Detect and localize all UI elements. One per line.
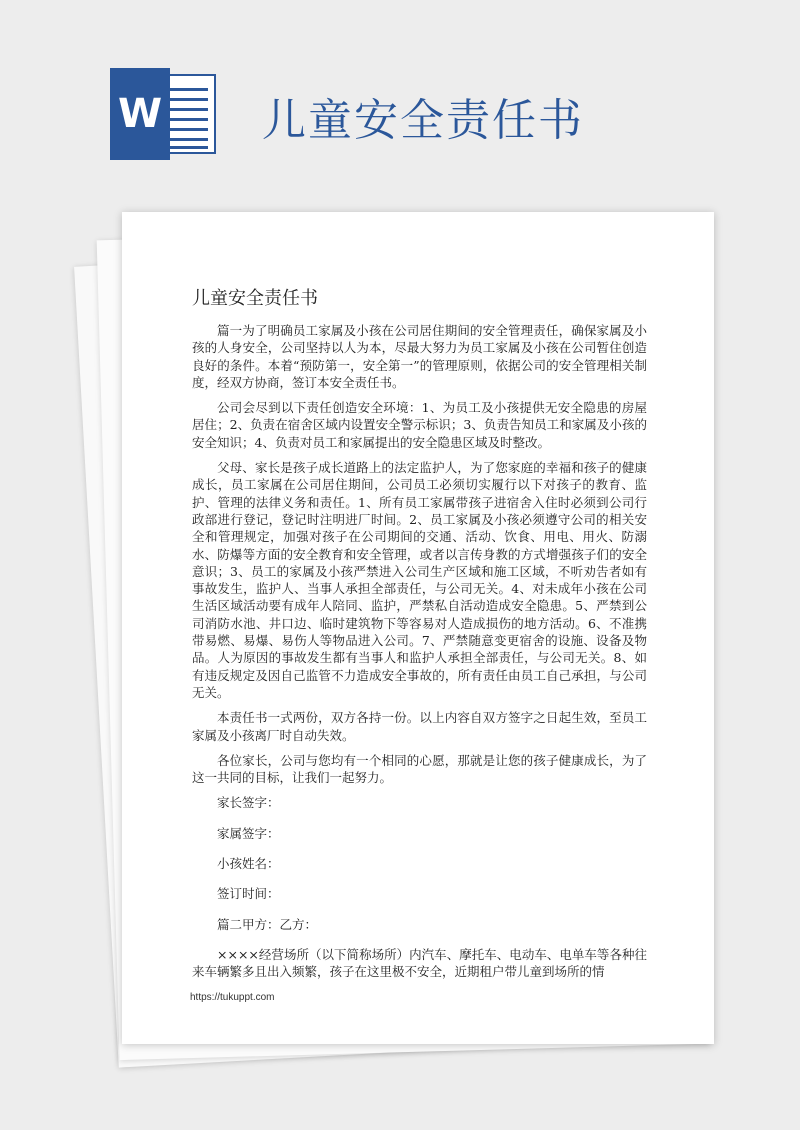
- document-body: [192, 322, 647, 989]
- signing-time-field: 签订时间：: [217, 886, 280, 902]
- document-page: [122, 212, 714, 1044]
- header-title: 儿童安全责任书: [262, 95, 584, 146]
- paragraph: ××××经营场所（以下简称场所）内汽车、摩托车、电动车、电单车等各种往来车辆繁多且出入频繁，孩子在这里极不安全，近期租户带儿童到场所的情: [192, 946, 647, 980]
- footer-url: https://tukuppt.com: [190, 992, 275, 1003]
- paragraph: 各位家长，公司与您均有一个相同的心愿，那就是让您的孩子健康成长，为了这一共同的目标，让我们一起努力。: [192, 752, 647, 786]
- parent-signature-field: 家长签字：: [217, 795, 280, 811]
- part-two-heading: 篇二甲方：乙方：: [217, 916, 318, 932]
- child-name-field: 小孩姓名：: [217, 856, 280, 872]
- word-document-icon: [110, 68, 218, 160]
- document-title: 儿童安全责任书: [192, 288, 318, 309]
- paragraph: 篇一为了明确员工家属及小孩在公司居住期间的安全管理责任，确保家属及小孩的人身安全，公司坚持以人为本，尽最大努力为员工家属及小孩在公司暂住创造良好的条件。本着“预防第一，安全第一”的管理原则，依据公司的安全管理相关制度，经双方协商，签订本安全责任书。: [192, 323, 647, 390]
- family-signature-field: 家属签字：: [217, 825, 280, 841]
- paragraph: 本责任书一式两份，双方各持一份。以上内容自双方签字之日起生效，至员工家属及小孩离厂时自动失效。: [192, 710, 647, 743]
- paragraph: 公司会尽到以下责任创造安全环境：1、为员工及小孩提供无安全隐患的房屋居住；2、负责在宿舍区域内设置安全警示标识；3、负责告知员工和家属及小孩的安全知识；4、负责对员工和家属提出的安全隐患区域及时整改。: [192, 400, 647, 450]
- paragraph: 父母、家长是孩子成长道路上的法定监护人，为了您家庭的幸福和孩子的健康成长，员工家属在公司居住期间，公司员工必须切实履行以下对孩子的教育、监护、管理的法律义务和责任。1、所有员工家属带孩子进宿舍入住时必须到公司行政部进行登记，登记时注明进厂时间。2、员工家属及小孩必须遵守公司的相关安全和管理规定，加强对孩子在公司期间的交通、活动、饮食、用电、用火、防溺水、防爆等方面的安全教育和安全管理，或者以言传身教的方式增强孩子们的安全意识；3、员工的家属及小孩严禁进入公司生产区域和施工区域，不听劝告者如有事故发生，监护人、当事人承担全部责任，与公司无关。4、对未成年小孩在公司生活区域活动要有成年人陪同、监护，严禁私自活动造成安全隐患。5、严禁到公司消防水池、井口边、临时建筑物下等容易对人造成损伤的地方活动。6、不准携带易燃、易爆、易伤人等物品进入公司。7、严禁随意变更宿舍的设施、设备及物品。人为原因的事故发生都有当事人和监护人承担全部责任，与公司无关。8、如有违反规定及因自己监管不力造成安全事故的，所有责任由员工自己承担，与公司无关。: [192, 460, 647, 700]
- word-icon-letter: W: [110, 68, 170, 160]
